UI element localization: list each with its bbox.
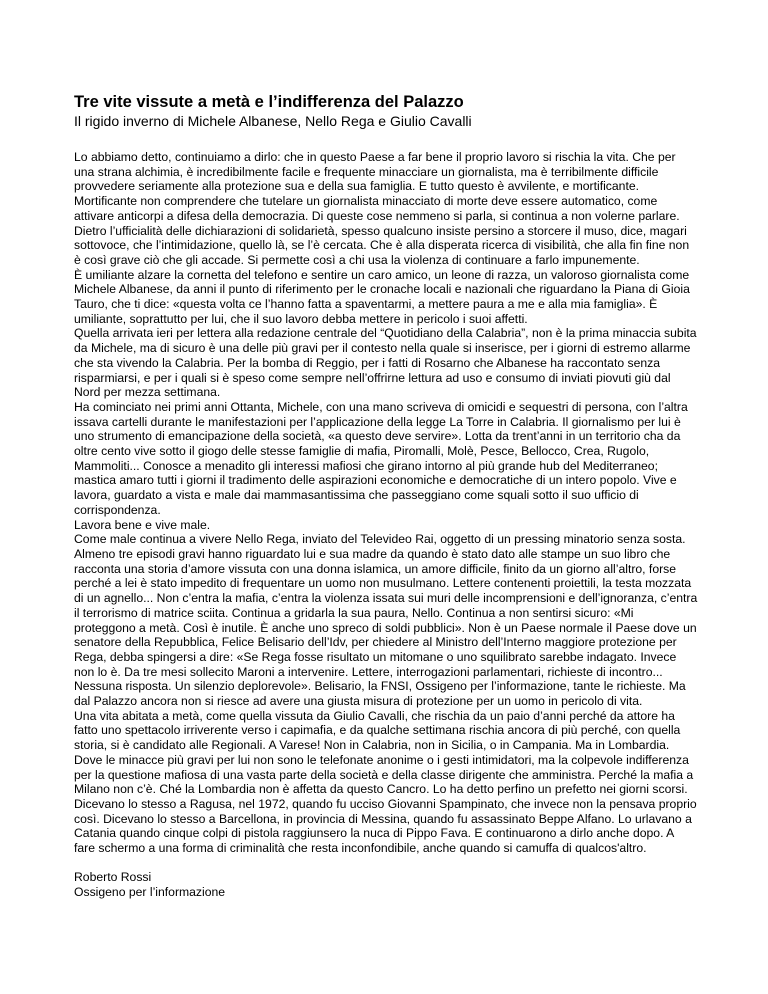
article-body bbox=[74, 150, 698, 856]
paragraph: Come male continua a vivere Nello Rega, inviato del Televideo Rai, oggetto di un pressing minatorio senza sosta. Almeno tre episodi gravi hanno riguardato lui e sua madre da quando è stato dato alle stampe un suo libro che racconta una storia d’amore vissuta con una donna islamica, un amore difficile, finito da un giorno all’altro, forse perché a lei è stato impedito di frequentare un uomo non musulmano. Lettere contenenti proiettili, la testa mozzata di un agnello... Non c’entra la mafia, c’entra la violenza issata sui muri delle incomprensioni e dell’ignoranza, c’entra il terrorismo di matrice sciita. Continua a gridarla la sua paura, Nello. Continua a non sentirsi sicuro: «Mi proteggono a metà. Così è inutile. È anche uno spreco di soldi pubblici». Non è un Paese normale il Paese dove un senatore della Repubblica, Felice Belisario dell’Idv, per chiedere al Ministro dell’Interno maggiore protezione per Rega, debba spingersi a dire: «Se Rega fosse risultato un mitomane o uno squilibrato sarebbe indagato. Invece non lo è. Da tre mesi sollecito Maroni a intervenire. Lettere, interrogazioni parlamentari, richieste di incontro... Nessuna risposta. Un silenzio deplorevole». Belisario, la FNSI, Ossigeno per l’informazione, tante le richieste. Ma dal Palazzo ancora non si riesce ad avere una giusta misura di protezione per un uomo in pericolo di vita. bbox=[74, 532, 698, 709]
author-name: Roberto Rossi bbox=[74, 870, 152, 885]
author-organization: Ossigeno per l’informazione bbox=[74, 885, 226, 900]
article-subtitle: Il rigido inverno di Michele Albanese, Nello Rega e Giulio Cavalli bbox=[74, 113, 472, 129]
signature-block bbox=[74, 870, 698, 899]
article-title: Tre vite vissute a metà e l’indifferenza del Palazzo bbox=[74, 93, 464, 111]
paragraph: Lo abbiamo detto, continuiamo a dirlo: che in questo Paese a far bene il proprio lavoro si rischia la vita. Che per una strana alchimia, è incredibilmente facile e frequente minacciare un giornalista, ma è terribilmente difficile provvedere seriamente alla protezione sua e della sua famiglia. E tutto questo è avvilente, e mortificante. Mortificante non comprendere che tutelare un giornalista minacciato di morte deve essere automatico, come attivare anticorpi a difesa della democrazia. Di queste cose nemmeno si parla, si continua a non volerne parlare. Dietro l’ufficialità delle dichiarazioni di solidarietà, spesso qualcuno insiste persino a storcere il muso, dice, magari sottovoce, che l’intimidazione, quello là, se l’è cercata. Che è alla disperata ricerca di visibilità, che alla fin fine non è così grave ciò che gli accade. Si permette così a chi usa la violenza di continuare a farlo impunemente. bbox=[74, 150, 690, 267]
paragraph: Una vita abitata a metà, come quella vissuta da Giulio Cavalli, che rischia da un paio d’anni perché da attore ha fatto uno spettacolo irriverente verso i capimafia, e da qualche settimana rischia ancora di più perché, con quella storia, si è candidato alle Regionali. A Varese! Non in Calabria, non in Sicilia, o in Campania. Ma in Lombardia. Dove le minacce più gravi per lui non sono le telefonate anonime o i gesti intimidatori, ma la colpevole indifferenza per la questione mafiosa di una vasta parte della società e della classe dirigente che amministra. Perché la mafia a Milano non c’è. Ché la Lombardia non è affetta da questo Cancro. Lo ha detto perfino un prefetto nei giorni scorsi. Dicevano lo stesso a Ragusa, nel 1972, quando fu ucciso Giovanni Spampinato, che invece non la pensava proprio così. Dicevano lo stesso a Barcellona, in provincia di Messina, quando fu assassinato Beppe Alfano. Lo urlavano a Catania quando cinque colpi di pistola raggiunsero la nuca di Pippo Fava. E continuarono a dirlo anche dopo. A fare schermo a una forma di criminalità che resta inconfondibile, anche quando si camuffa di qualcos'altro. bbox=[74, 708, 697, 856]
document-page bbox=[74, 92, 698, 900]
paragraph: Quella arrivata ieri per lettera alla redazione centrale del “Quotidiano della Calabria”, non è la prima minaccia subita da Michele, ma di sicuro è una delle più gravi per il contesto nella quale si inserisce, per i giorni di estremo allarme che sta vivendo la Calabria. Per la bomba di Reggio, per i fatti di Rosarno che Albanese ha raccontato senza risparmiarsi, e per i quali si è speso come sempre nell’offrirne lettura ad uso e consumo di inviati piovuti giù dal Nord per mezza settimana. bbox=[74, 326, 697, 400]
paragraph: Lavora bene e vive male. bbox=[74, 517, 211, 532]
paragraph: Ha cominciato nei primi anni Ottanta, Michele, con una mano scriveva di omicidi e sequestri di persona, con l’altra issava cartelli durante le manifestazioni per l’applicazione della legge La Torre in Calabria. Il giornalismo per lui è uno strumento di emancipazione della società, «a questo deve servire». Lotta da trent’anni in un territorio cha da oltre cento vive sotto il giogo delle stesse famiglie di mafia, Piromalli, Molè, Pesce, Bellocco, Crea, Rugolo, Mammoliti... Conosce a menadito gli interessi mafiosi che girano intorno al più grande hub del Mediterraneo; mastica amaro tutti i giorni il tradimento delle aspirazioni economiche e democratiche di un intero popolo. Vive e lavora, guardato a vista e male dai mammasantissima che passeggiano come squali sotto il suo ufficio di corrispondenza. bbox=[74, 399, 688, 517]
paragraph: È umiliante alzare la cornetta del telefono e sentire un caro amico, un leone di razza, un valoroso giornalista come Michele Albanese, da anni il punto di riferimento per le cronache locali e nazionali che riguardano la Piana di Gioia Tauro, che ti dice: «questa volta ce l’hanno fatta a spaventarmi, a mettere paura a me e alla mia famiglia». È umiliante, soprattutto per lui, che il suo lavoro debba mettere in pericolo i suoi affetti. bbox=[74, 267, 690, 326]
